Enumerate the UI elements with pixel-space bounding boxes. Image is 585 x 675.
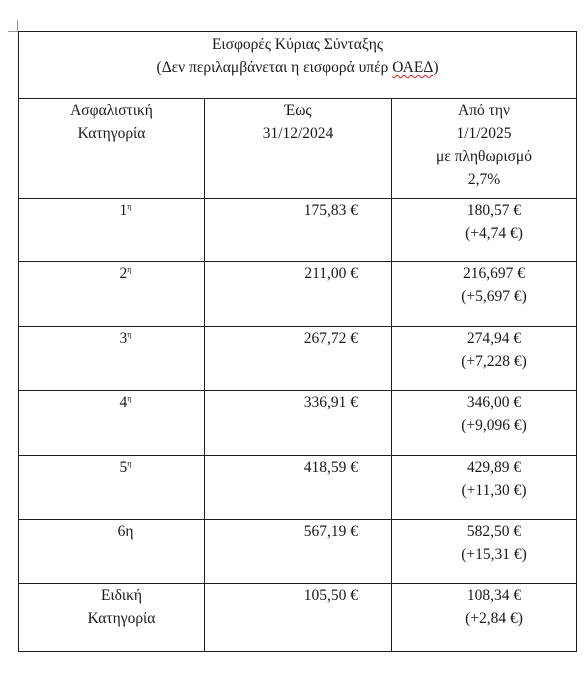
difference: (+11,30 €) <box>461 482 527 499</box>
contributions-table <box>18 31 577 652</box>
table-row <box>19 456 577 520</box>
old-amount: 105,50 € <box>303 587 358 604</box>
title-line-2: (Δεν περιλαμβάνεται η εισφορά υπέρ ΟΑΕΔ) <box>156 59 439 76</box>
difference: (+9,096 €) <box>461 417 527 434</box>
special-category-cell: Ειδική Κατηγορία <box>87 587 156 627</box>
old-amount: 211,00 € <box>304 265 358 282</box>
table-row-special <box>19 584 577 652</box>
table-row <box>19 327 577 391</box>
table-row <box>19 520 577 584</box>
header-category: Ασφαλιστική Κατηγορία <box>19 99 205 199</box>
title-line-1: Εισφορές Κύριας Σύνταξης <box>211 36 384 53</box>
table-row <box>19 199 577 262</box>
difference: (+5,697 €) <box>461 288 527 305</box>
table-row <box>19 262 577 327</box>
spellcheck-word: ΟΑΕΔ <box>392 59 434 76</box>
category-cell: $3^\eta$ <box>119 330 132 347</box>
title-row <box>19 32 577 99</box>
category-cell: $4^\eta$ <box>119 394 132 411</box>
header-from: Από την 1/1/2025 με πληθωρισμό 2,7% <box>392 99 577 199</box>
category-cell: $5^\eta$ <box>119 459 132 476</box>
category-cell: 6η <box>117 523 134 540</box>
difference: (+2,84 €) <box>465 610 523 627</box>
new-amount: 216,697 € <box>463 265 525 282</box>
old-amount: 336,91 € <box>303 394 358 411</box>
table-title <box>19 32 577 99</box>
table-row <box>19 391 577 456</box>
difference: (+7,228 €) <box>461 353 527 370</box>
difference: (+4,74 €) <box>465 225 523 242</box>
new-amount: 346,00 € <box>466 394 522 411</box>
header-until: Έως 31/12/2024 <box>205 99 392 199</box>
old-amount: 418,59 € <box>303 459 358 476</box>
new-amount: 274,94 € <box>466 330 522 347</box>
category-cell: $1^\eta$ <box>119 202 132 219</box>
category-cell: $2^\eta$ <box>119 265 132 282</box>
old-amount: 567,19 € <box>303 523 358 540</box>
new-amount: 108,34 € <box>466 587 522 604</box>
new-amount: 429,89 € <box>466 459 522 476</box>
new-amount: 180,57 € <box>466 202 522 219</box>
new-amount: 582,50 € <box>466 523 522 540</box>
difference: (+15,31 €) <box>461 546 527 563</box>
old-amount: 267,72 € <box>303 330 358 347</box>
header-row <box>19 99 577 199</box>
old-amount: 175,83 € <box>303 202 358 219</box>
